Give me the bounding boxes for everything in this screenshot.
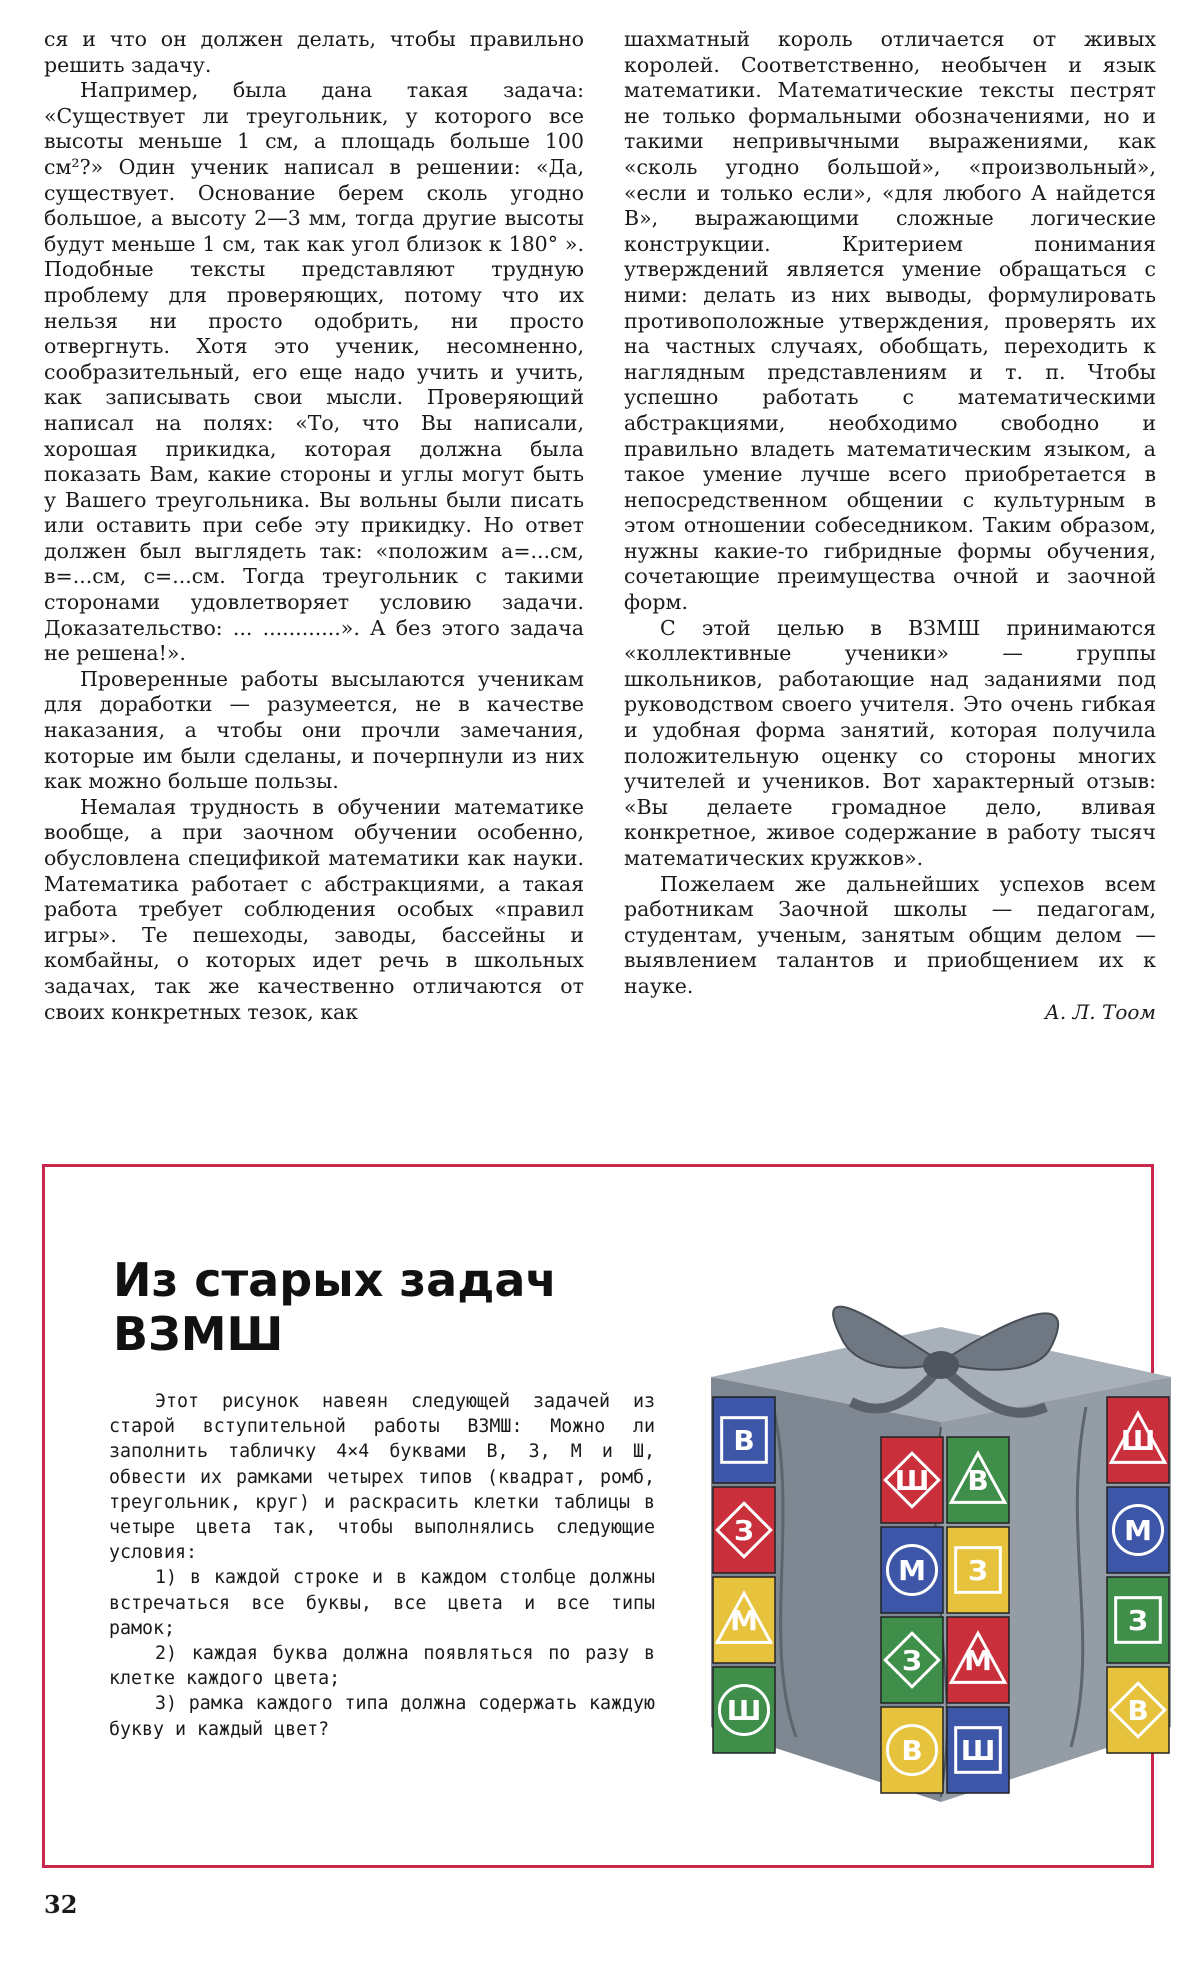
front-face-block xyxy=(947,1527,1009,1613)
front-face-block-letter: Ш xyxy=(960,1734,996,1768)
box-title-line-1: Из старых задач xyxy=(113,1253,557,1307)
right-column xyxy=(624,27,1156,1000)
puzzle-box xyxy=(42,1164,1154,1868)
author-signature: А. Л. Тоом xyxy=(1044,1000,1156,1024)
right-face-block-letter: В xyxy=(1127,1694,1149,1728)
box-title xyxy=(113,1253,633,1361)
right-face-block-letter: М xyxy=(1124,1514,1152,1548)
front-face-block xyxy=(881,1617,943,1703)
front-face-block xyxy=(881,1527,943,1613)
left-paragraph-4: Немалая трудность в обучении математике вообще, а при заочном обучении особенно, обусловлена спецификой математики как науки. Математика работает с абстракциями, а такая работа требует соблюдения особых «правил игры». Те пешеходы, заводы, бассейны и комбайны, о которых идет речь в школьных задачах, так же качественно отличаются от своих конкретных тезок, как xyxy=(44,794,584,1024)
front-face-block xyxy=(881,1437,943,1523)
left-face-block xyxy=(713,1577,775,1663)
left-paragraph-2: Например, была дана такая задача: «Существует ли треугольник, у которого все высоты меньше 1 см, а площадь больше 100 см²?» Один ученик написал в решении: «Да, существует. Основание берем сколь угодно большое, а высоту 2—3 мм, тогда другие высоты будут меньше 1 см, так как угол близок к 180° ». Подобные тексты представляют трудную проблему для проверяющих, потому что их нельзя ни просто одобрить, ни просто отвергнуть. Хотя это ученик, несомненно, сообразительный, его еще надо учить и учить, как записывать свои мысли. Проверяющий написал на полях: «То, что Вы написали, хорошая прикидка, которая должна была показать Вам, какие стороны и углы могут быть у Вашего треугольника. Вы вольны были писать или оставить при себе эту прикидку. Но ответ должен был выглядеть так: «положим a=...см, в=...см, c=...см. Тогда треугольник с такими сторонами удовлетворяет условию задачи. Доказательство: ... ............». А без этого задача не решена!». xyxy=(44,78,584,666)
front-face-block-letter: М xyxy=(964,1644,992,1678)
left-face-block-letter: Ш xyxy=(726,1694,762,1728)
front-face-block-letter: М xyxy=(898,1554,926,1588)
front-face-block-letter: В xyxy=(901,1734,923,1768)
left-face-block xyxy=(713,1487,775,1573)
left-face-block-letter: М xyxy=(730,1604,758,1638)
front-face-block-letter: З xyxy=(968,1554,988,1588)
task-text xyxy=(109,1389,655,1742)
right-face-block xyxy=(1107,1397,1169,1483)
left-paragraph-1: ся и что он должен делать, чтобы правильно решить задачу. xyxy=(44,27,584,77)
left-face-block-letter: З xyxy=(734,1514,754,1548)
right-face-block-letter: Ш xyxy=(1120,1424,1156,1458)
right-paragraph-2: С этой целью в ВЗМШ принимаются «коллективные ученики» — группы школьников, работающие над заданиями под руководством своего учителя. Это очень гибкая и удобная форма занятий, которая получила положительную оценку со стороны многих учителей и учеников. Вот характерный отзыв: «Вы делаете громадное дело, вливая конкретное, живое содержание в работу тысяч математических кружков». xyxy=(624,615,1156,870)
left-face-block xyxy=(713,1397,775,1483)
task-condition-2: 2) каждая буква должна появляться по разу в клетке каждого цвета; xyxy=(109,1643,655,1690)
task-condition-3: 3) рамка каждого типа должна содержать каждую букву и каждый цвет? xyxy=(109,1693,655,1740)
right-paragraph-3: Пожелаем же дальнейших успехов всем работникам Заочной школы — педагогам, студентам, ученым, занятым общим делом — выявлением талантов и приобщением их к науке. xyxy=(624,871,1156,998)
right-face-block xyxy=(1107,1487,1169,1573)
front-face-block-letter: В xyxy=(967,1464,989,1498)
front-face-block-letter: З xyxy=(902,1644,922,1678)
left-paragraph-3: Проверенные работы высылаются ученикам для доработки — разумеется, не в качестве наказания, а чтобы они прочли замечания, которые им были сделаны, и почерпнули из них как можно больше пользы. xyxy=(44,666,584,794)
right-face-block xyxy=(1107,1667,1169,1753)
front-face-block-letter: Ш xyxy=(894,1464,930,1498)
left-face-block-letter: В xyxy=(733,1424,755,1458)
right-face-block xyxy=(1107,1577,1169,1663)
box-title-line-2: ВЗМШ xyxy=(113,1307,284,1361)
front-face-block xyxy=(947,1437,1009,1523)
left-column xyxy=(44,27,584,1025)
front-face-block xyxy=(947,1617,1009,1703)
gift-cube-illustration xyxy=(691,1257,1191,1817)
front-face-block xyxy=(881,1707,943,1793)
page-number: 32 xyxy=(44,1890,78,1919)
task-condition-1: 1) в каждой строке и в каждом столбце должны встречаться все буквы, все цвета и все типы рамок; xyxy=(109,1567,655,1639)
right-face-block-letter: З xyxy=(1128,1604,1148,1638)
left-face-block xyxy=(713,1667,775,1753)
right-paragraph-1: шахматный король отличается от живых королей. Соответственно, необычен и язык математики. Математические тексты пестрят не только формальными обозначениями, но и такими непривычными выражениями, как «сколь угодно большой», «произвольный», «если и только если», «для любого A найдется B», выражающими сложные логические конструкции. Критерием понимания утверждений является умение обращаться с ними: делать из них выводы, формулировать противоположные утверждения, проверять их на частных случаях, обобщать, переходить к наглядным представлениям и т. п. Чтобы успешно работать с математическими абстракциями, необходимо свободно и правильно владеть математическим языком, а такое умение лучше всего приобретается в непосредственном общении с культурным в этом отношении собеседником. Таким образом, нужны какие-то гибридные формы обучения, сочетающие преимущества очной и заочной форм. xyxy=(624,27,1156,615)
bow-knot xyxy=(923,1351,959,1379)
task-paragraph-1: Этот рисунок навеян следующей задачей из старой вступительной работы ВЗМШ: Можно ли заполнить табличку 4×4 буквами В, З, М и Ш, обвести их рамками четырех типов (квадрат, ромб, треугольник, круг) и раскрасить клетки таблицы в четыре цвета так, чтобы выполнялись следующие условия: xyxy=(109,1391,655,1564)
front-face-block xyxy=(947,1707,1009,1793)
